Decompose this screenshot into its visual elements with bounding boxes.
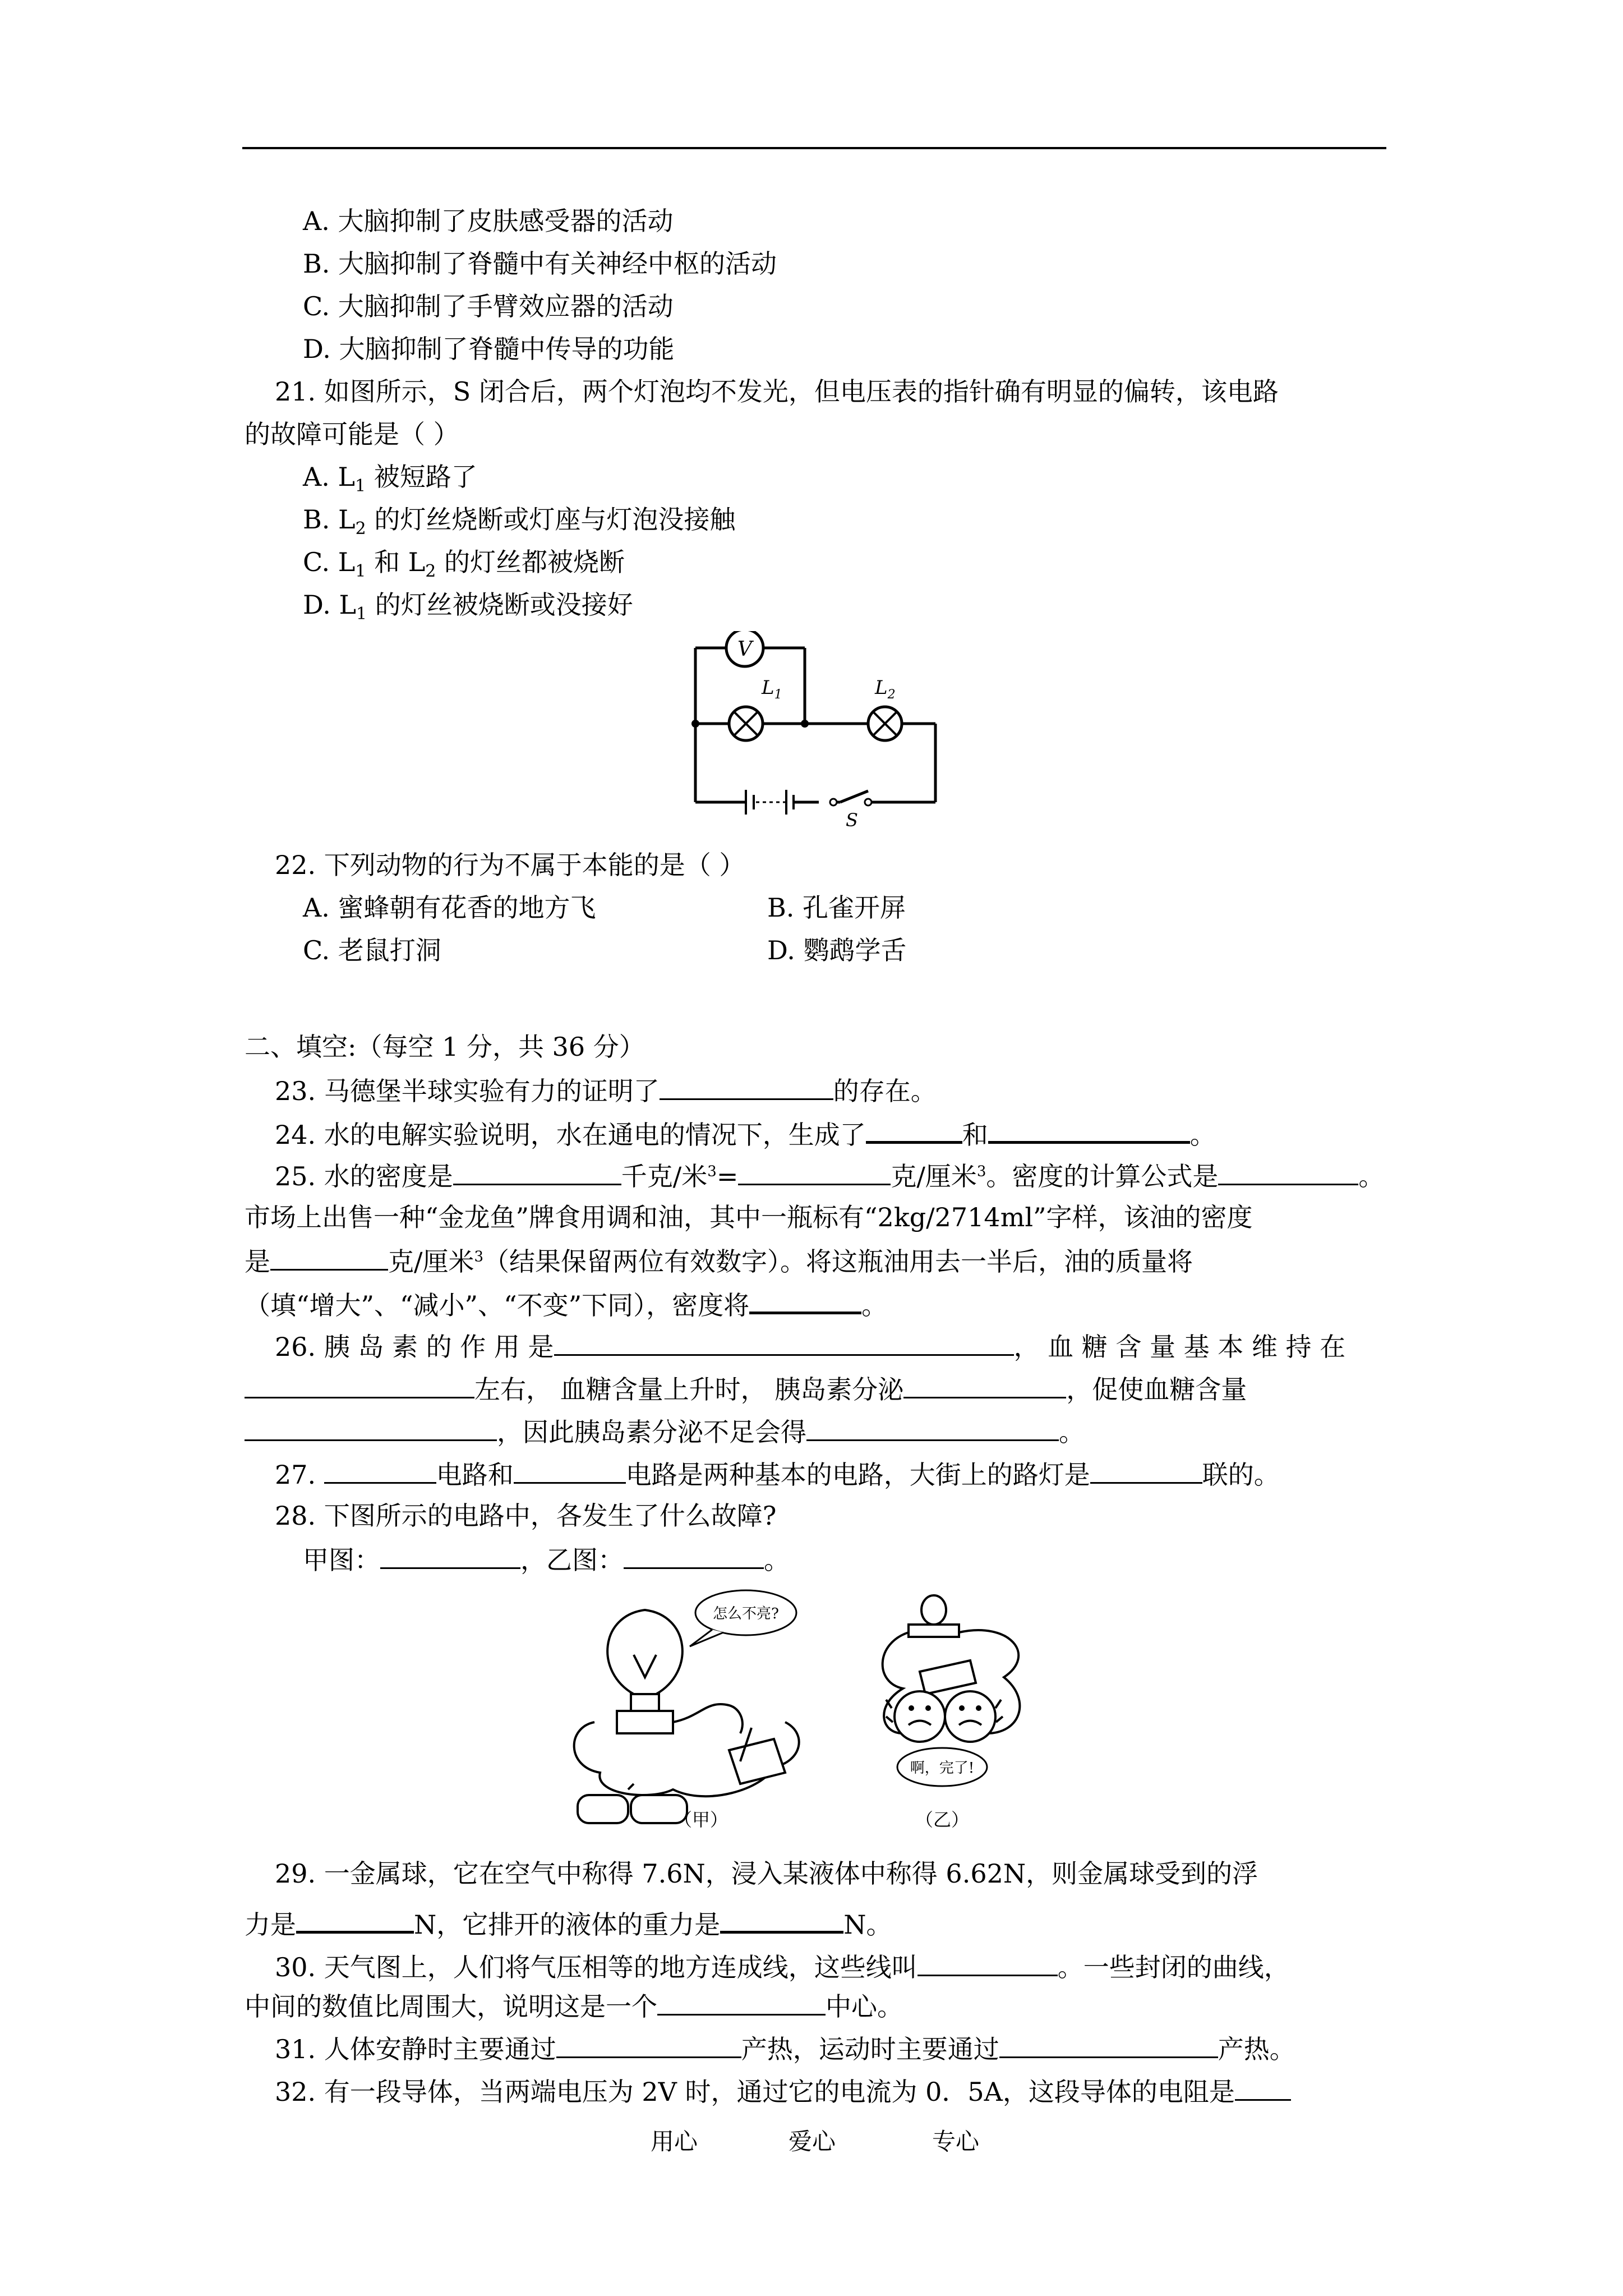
q25-blank-4[interactable] — [270, 1243, 388, 1271]
q22-option-d: D. 鹦鹉学舌 — [767, 935, 907, 965]
q29-blank-1[interactable] — [296, 1905, 414, 1934]
lamp-l2-label: $L_2$ — [875, 677, 896, 702]
q25-line4: （填“增大”、“减小”、“不变”下同），密度将 。 — [245, 1286, 887, 1322]
yi-caption: （乙） — [915, 1809, 970, 1830]
q28-answers: 甲图： ，乙图： 。 — [303, 1542, 790, 1577]
q26-line1: 26. 胰 岛 素 的 作 用 是 ， 血 糖 含 量 基 本 维 持 在 — [275, 1328, 1345, 1364]
q21-circuit-diagram — [690, 631, 970, 827]
q20-option-d: D. 大脑抑制了脊髓中传导的功能 — [303, 334, 675, 364]
footer-text-1: 用心 — [651, 2128, 698, 2155]
q29-line2: 力是 N，它排开的液体的重力是 N。 — [245, 1905, 892, 1941]
q20-option-a: A. 大脑抑制了皮肤感受器的活动 — [303, 206, 674, 236]
junction-right — [801, 720, 809, 728]
lamp-l2-icon — [868, 707, 902, 740]
footer-text-3: 专心 — [932, 2128, 980, 2155]
q20-option-b: B. 大脑抑制了脊髓中有关神经中枢的活动 — [303, 249, 777, 279]
q21-stem-line1: 21. 如图所示，S 闭合后，两个灯泡均不发光，但电压表的指针确有明显的偏转，该电路 — [275, 376, 1279, 407]
q21-option-a: A. $L_1$ 被短路了 — [303, 462, 477, 496]
q22-stem: 22. 下列动物的行为不属于本能的是（ ） — [275, 850, 745, 880]
q20-option-c: C. 大脑抑制了手臂效应器的活动 — [303, 291, 674, 321]
q26-blank-3[interactable] — [903, 1371, 1066, 1398]
q23: 23. 马德堡半球实验有力的证明了 的存在。 — [275, 1073, 937, 1108]
figure-yi — [852, 1588, 1088, 1834]
q25-blank-5[interactable] — [749, 1286, 861, 1314]
q31-blank-1[interactable] — [556, 2031, 741, 2058]
q23-blank[interactable] — [660, 1073, 833, 1100]
figure-jia — [561, 1588, 875, 1834]
q30-line2: 中间的数值比周围大，说明这是一个 中心。 — [245, 1988, 903, 2023]
q24-blank-1[interactable] — [866, 1115, 962, 1144]
q22-option-b: B. 孔雀开屏 — [767, 892, 906, 923]
q28-blank-jia[interactable] — [380, 1542, 520, 1569]
q27-blank-2[interactable] — [514, 1456, 626, 1484]
q30-line1: 30. 天气图上，人们将气压相等的地方连成线，这些线叫 。一些封闭的曲线， — [275, 1949, 1290, 1984]
q25-line2: 市场上出售一种“金龙鱼”牌食用调和油，其中一瓶标有“2kg/2714ml”字样，该油的密度 — [245, 1202, 1253, 1232]
section2-title: 二、填空:（每空 1 分，共 36 分） — [245, 1032, 645, 1062]
jia-caption: （甲） — [674, 1809, 728, 1830]
q30-blank-1[interactable] — [917, 1949, 1058, 1976]
header-rule — [242, 147, 1386, 149]
q27-blank-3[interactable] — [1090, 1456, 1202, 1484]
lamp-l1-icon — [729, 707, 763, 740]
q24: 24. 水的电解实验说明，水在通电的情况下，生成了 和 。 — [275, 1115, 1216, 1152]
q26-line2: 左右， 血糖含量上升时， 胰岛素分泌 ，促使血糖含量 — [245, 1371, 1247, 1406]
q28-stem: 28. 下图所示的电路中，各发生了什么故障? — [275, 1501, 777, 1531]
q32: 32. 有一段导体，当两端电压为 2V 时，通过它的电流为 0．5A，这段导体的电阻是 — [275, 2073, 1291, 2109]
q21-stem-line2: 的故障可能是（ ） — [245, 419, 459, 449]
q25-line3: 是 克/厘米$^3$（结果保留两位有效数字）。将这瓶油用去一半后，油的质量将 — [245, 1243, 1193, 1278]
junction-left — [691, 720, 699, 728]
q26-line3: ，因此胰岛素分泌不足会得 。 — [245, 1414, 1085, 1449]
q21-option-d: D. $L_1$ 的灯丝被烧断或没接好 — [303, 590, 633, 624]
q26-blank-5[interactable] — [806, 1414, 1059, 1441]
q25-blank-1[interactable] — [453, 1158, 621, 1185]
q28-blank-yi[interactable] — [624, 1542, 764, 1569]
q26-blank-2[interactable] — [245, 1371, 474, 1398]
q25-line1: 25. 水的密度是 千克/米$^3$= 克/厘米$^3$。密度的计算公式是 。 — [275, 1158, 1384, 1193]
q25-blank-2[interactable] — [738, 1158, 891, 1185]
q22-option-a: A. 蜜蜂朝有花香的地方飞 — [303, 892, 596, 923]
q27: 27. 电路和 电路是两种基本的电路，大街上的路灯是 联的。 — [275, 1456, 1280, 1492]
q21-option-b: B. $L_2$ 的灯丝烧断或灯座与灯泡没接触 — [303, 504, 736, 539]
jia-bubble-text: 怎么不亮? — [713, 1605, 779, 1622]
q30-blank-2[interactable] — [657, 1988, 826, 2016]
q22-option-c: C. 老鼠打洞 — [303, 935, 441, 965]
switch-label: S — [846, 809, 858, 827]
q21-option-c: C. $L_1$ 和 $L_2$ 的灯丝都被烧断 — [303, 547, 625, 582]
q31: 31. 人体安静时主要通过 产热，运动时主要通过 产热。 — [275, 2031, 1295, 2066]
q32-blank-1[interactable] — [1235, 2073, 1291, 2101]
yi-bubble-text: 啊，完了! — [910, 1760, 975, 1777]
q26-blank-1[interactable] — [554, 1328, 1014, 1356]
q31-blank-2[interactable] — [999, 2031, 1218, 2058]
voltmeter-label: V — [737, 638, 752, 661]
q29-blank-2[interactable] — [720, 1905, 843, 1934]
q27-blank-1[interactable] — [324, 1456, 436, 1484]
yi-speech-bubble — [897, 1748, 987, 1786]
jia-speech-bubble — [690, 1590, 796, 1646]
q25-blank-3[interactable] — [1218, 1158, 1358, 1185]
footer-text-2: 爱心 — [789, 2128, 836, 2155]
q29-line1: 29. 一金属球，它在空气中称得 7.6N，浸入某液体中称得 6.62N，则金属球受到的浮 — [275, 1858, 1258, 1889]
lamp-l1-label: $L_1$ — [762, 677, 782, 702]
q26-blank-4[interactable] — [245, 1414, 497, 1441]
q24-blank-2[interactable] — [988, 1115, 1190, 1144]
